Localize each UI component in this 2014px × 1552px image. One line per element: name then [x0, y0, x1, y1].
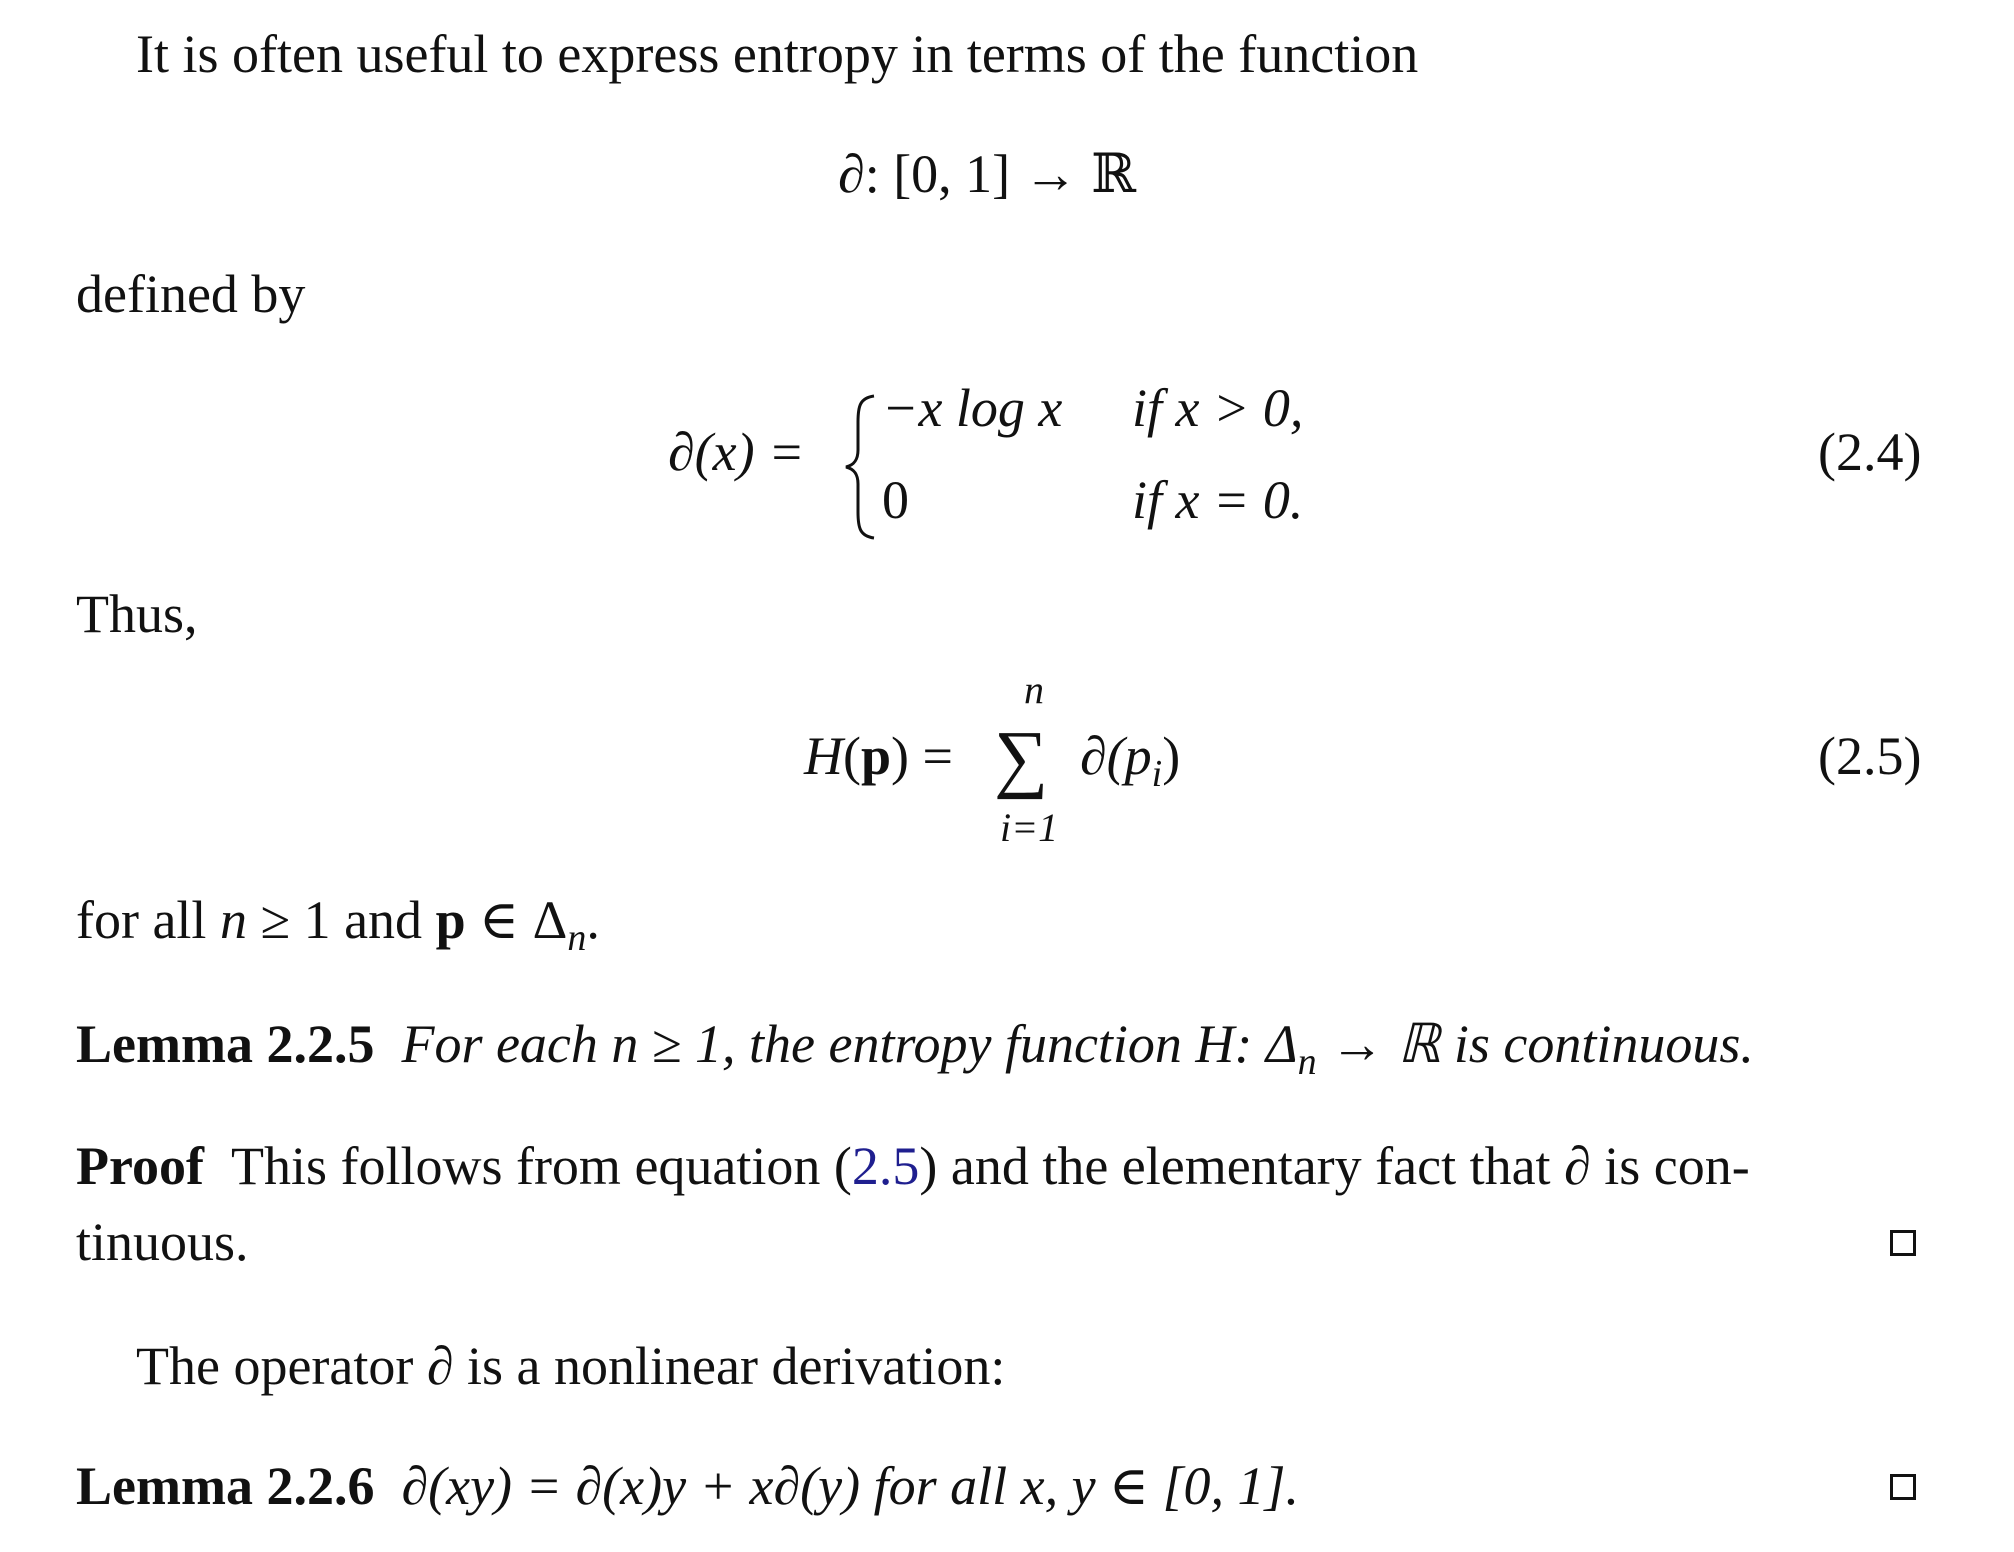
lemma-2-2-5-label: Lemma 2.2.5 — [76, 1014, 375, 1074]
map-domain-codomain: : [0, 1] → ℝ — [864, 144, 1137, 204]
eq24-number: (2.4) — [1818, 422, 1922, 482]
forall-p: p — [435, 890, 466, 950]
entropy-symbol: H — [804, 726, 843, 786]
sum-symbol: ∑ — [994, 716, 1049, 800]
forall-part-a: for all — [76, 890, 220, 950]
eq24-case1-cond: if x > 0, — [1132, 378, 1304, 438]
lemma-2-2-6-text: ∂(xy) = ∂(x)y + x∂(y) for all x, y ∈ [0, 1]. — [401, 1456, 1300, 1516]
eq24-case2-expr: 0 — [882, 470, 909, 530]
lemma-2-2-5-text-a: For each n ≥ 1, the entropy function H: Δ — [401, 1014, 1298, 1074]
operator-paragraph: The operator ∂ is a nonlinear derivation: — [136, 1336, 1006, 1396]
forall-part-c: ∈ Δ — [465, 890, 568, 950]
eq25-rhs-term: ∂(p — [1080, 726, 1152, 786]
forall-period: . — [586, 890, 600, 950]
sum-lower-limit: i=1 — [1000, 805, 1059, 850]
proof-text-a: This follows from equation ( — [230, 1136, 852, 1196]
proof-line-1 — [76, 1134, 1750, 1198]
lemma-2-2-5-subscript: n — [1297, 1041, 1317, 1083]
eq25-open-paren: ( — [843, 726, 861, 786]
lemma-2-2-6 — [76, 1454, 1299, 1518]
eq25-rhs-subscript: i — [1151, 753, 1163, 795]
eq25-lhs — [804, 724, 953, 788]
forall-subscript: n — [567, 917, 587, 959]
eq25-rhs-close: ) — [1162, 726, 1181, 786]
forall-n: n — [219, 890, 247, 950]
left-brace-icon — [842, 392, 882, 542]
partial-symbol: ∂ — [838, 144, 865, 204]
sum-upper-limit: n — [1024, 667, 1044, 712]
map-display — [838, 142, 1136, 206]
equation-reference-link[interactable]: 2.5 — [851, 1136, 920, 1196]
eq25-number: (2.5) — [1818, 726, 1922, 786]
qed-box-icon — [1890, 1230, 1916, 1256]
proof-label: Proof — [76, 1136, 204, 1196]
forall-text — [76, 888, 600, 970]
intro-paragraph: It is often useful to express entropy in terms of the function — [136, 24, 1419, 84]
eq24-case2-cond: if x = 0. — [1132, 470, 1304, 530]
lemma-2-2-5-text-b: → ℝ is continuous. — [1316, 1014, 1754, 1074]
qed-box-icon — [1890, 1474, 1916, 1500]
eq25-equals: ) = — [891, 726, 953, 786]
prob-vector: p — [860, 726, 892, 786]
proof-line-2: tinuous. — [76, 1212, 249, 1272]
lemma-2-2-6-label: Lemma 2.2.6 — [76, 1456, 375, 1516]
forall-part-b: ≥ 1 and — [246, 890, 436, 950]
thus-text: Thus, — [76, 584, 198, 644]
eq25-rhs — [1080, 724, 1180, 806]
eq24-case1-expr: −x log x — [882, 378, 1063, 438]
defined-by-text: defined by — [76, 264, 306, 324]
proof-text-b: ) and the elementary fact that ∂ is con- — [919, 1136, 1750, 1196]
eq24-lhs: ∂(x) = — [668, 422, 805, 482]
lemma-2-2-5 — [76, 1012, 1754, 1094]
